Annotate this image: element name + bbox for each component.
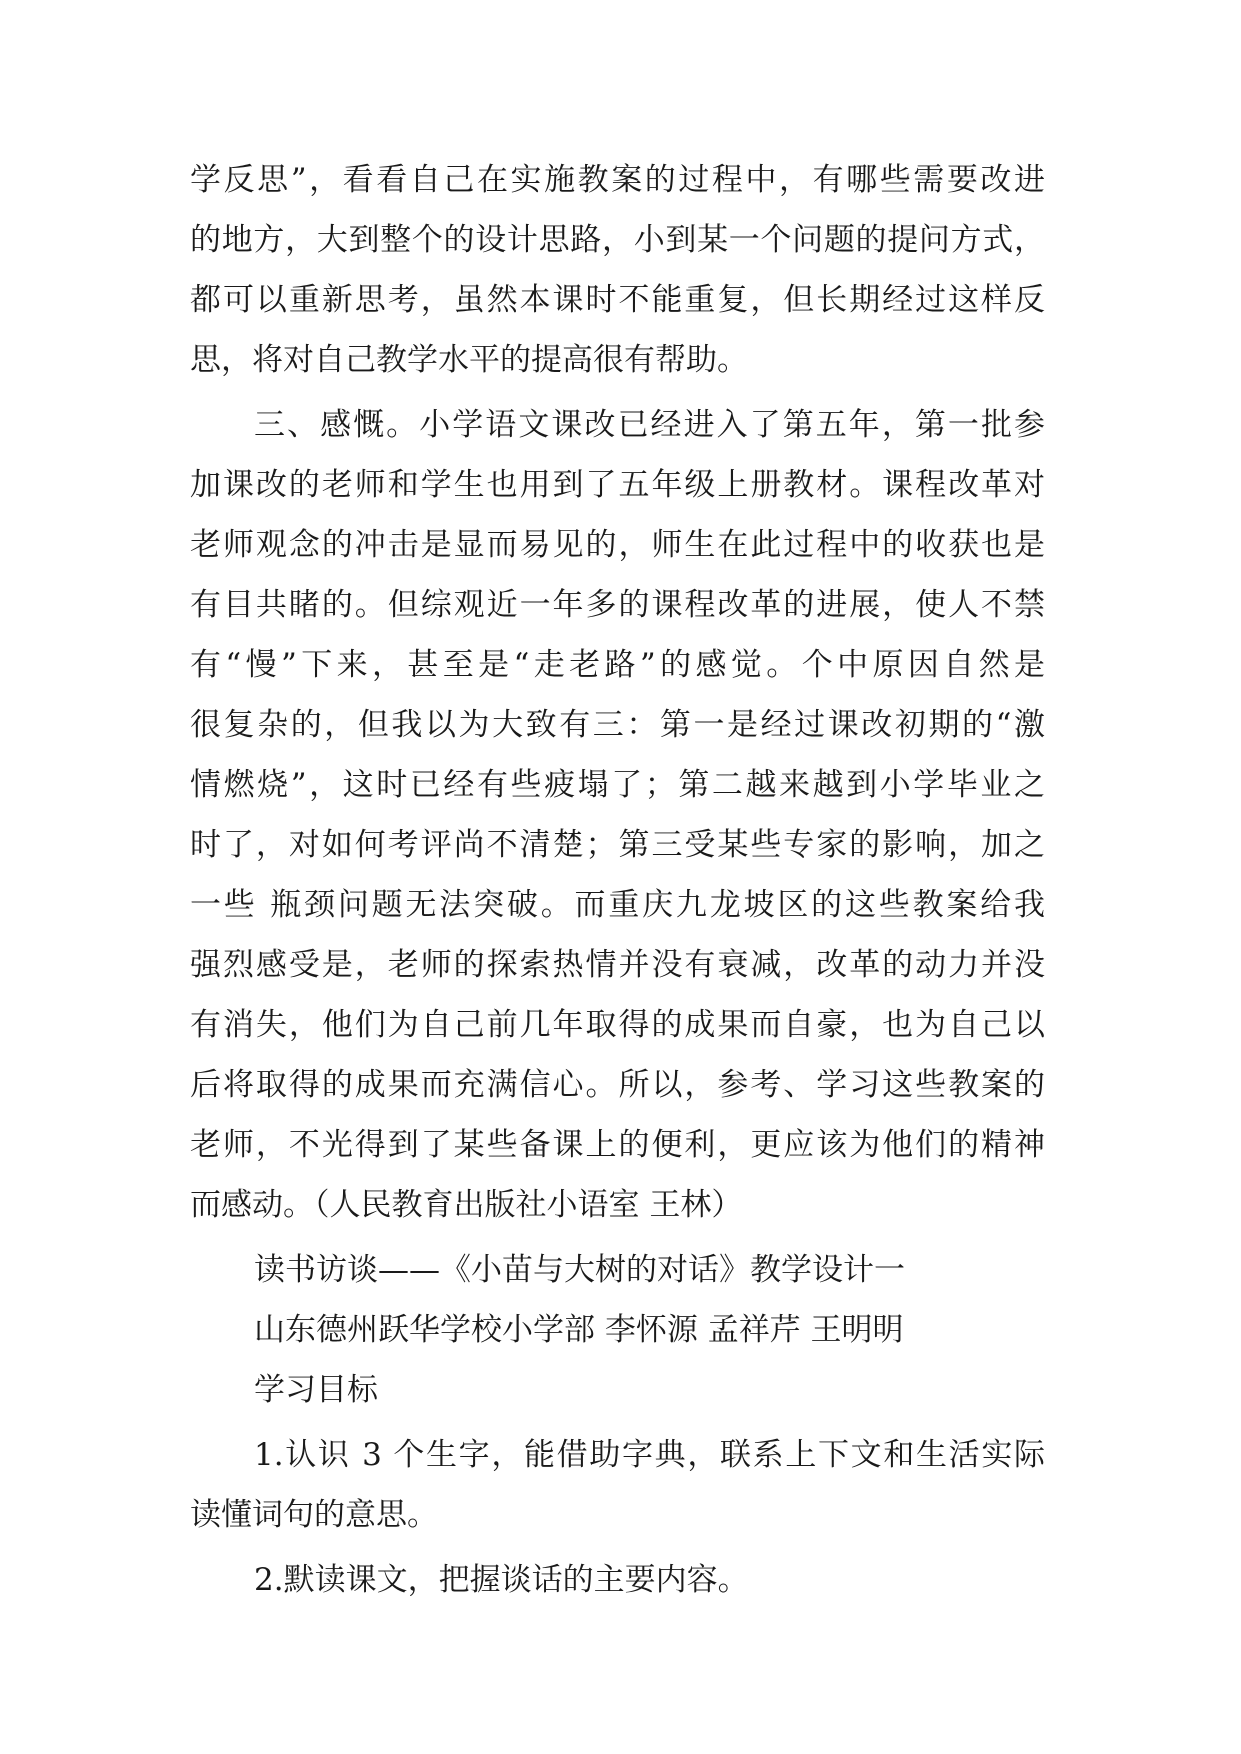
paragraph-line: 都可以重新思考，虽然本课时不能重复，但长期经过这样反	[190, 282, 1045, 318]
paragraph-line: 而感动。（人民教育出版社小语室 王林）	[190, 1187, 743, 1223]
paragraph-line: 有消失，他们为自己前几年取得的成果而自豪，也为自己以	[190, 1007, 1045, 1043]
section-title: 读书访谈——《小苗与大树的对话》教学设计一	[254, 1252, 905, 1288]
paragraph-line: 很复杂的，但我以为大致有三：第一是经过课改初期的“激	[190, 707, 1045, 743]
paragraph-line: 时了，对如何考评尚不清楚；第三受某些专家的影响，加之	[190, 827, 1045, 863]
paragraph-line: 学反思”，看看自己在实施教案的过程中，有哪些需要改进	[190, 162, 1045, 198]
paragraph-line: 强烈感受是，老师的探索热情并没有衰减，改革的动力并没	[190, 947, 1045, 983]
author-line: 山东德州跃华学校小学部 李怀源 孟祥芹 王明明	[254, 1312, 904, 1348]
list-item: 2.默读课文，把握谈话的主要内容。	[254, 1562, 749, 1598]
paragraph-line: 后将取得的成果而充满信心。所以，参考、学习这些教案的	[190, 1067, 1045, 1103]
paragraph-line: 情燃烧”，这时已经有些疲塌了；第二越来越到小学毕业之	[190, 767, 1045, 803]
section-heading: 学习目标	[254, 1372, 378, 1408]
paragraph-line: 有目共睹的。但综观近一年多的课程改革的进展，使人不禁	[190, 587, 1045, 623]
paragraph-line: 老师观念的冲击是显而易见的，师生在此过程中的收获也是	[190, 527, 1045, 563]
paragraph-line: 老师，不光得到了某些备课上的便利，更应该为他们的精神	[190, 1127, 1045, 1163]
paragraph-line: 加课改的老师和学生也用到了五年级上册教材。课程改革对	[190, 467, 1045, 503]
list-item: 1.认识 3 个生字，能借助字典，联系上下文和生活实际	[254, 1437, 1045, 1473]
paragraph-line: 一些 瓶颈问题无法突破。而重庆九龙坡区的这些教案给我	[190, 887, 1045, 923]
list-item-continuation: 读懂词句的意思。	[190, 1497, 438, 1533]
paragraph-line: 思，将对自己教学水平的提高很有帮助。	[190, 342, 748, 378]
paragraph-line: 三、感慨。小学语文课改已经进入了第五年，第一批参	[254, 407, 1045, 443]
paragraph-line: 有“慢”下来，甚至是“走老路”的感觉。个中原因自然是	[190, 647, 1045, 683]
paragraph-line: 的地方，大到整个的设计思路，小到某一个问题的提问方式，	[190, 222, 1045, 258]
